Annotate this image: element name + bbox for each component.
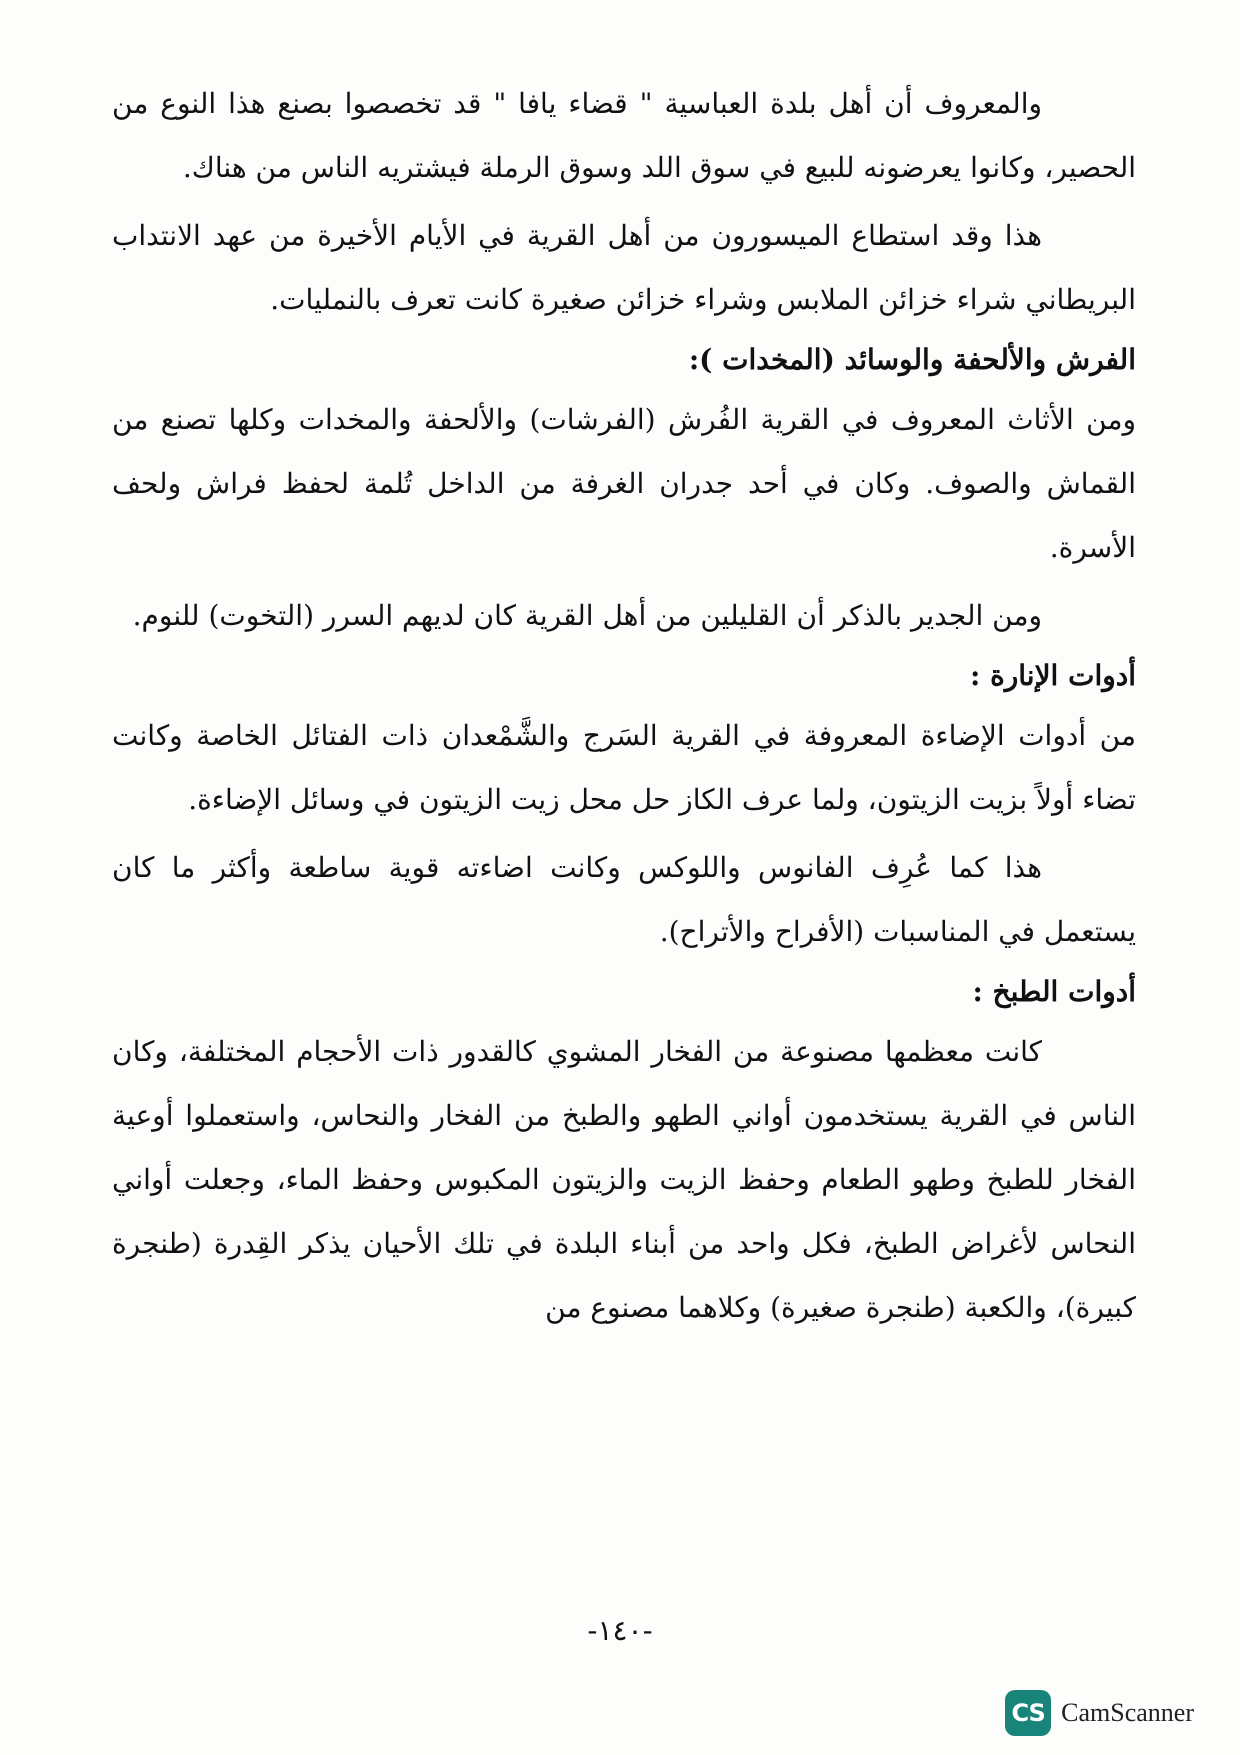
paragraph-7: كانت معظمها مصنوعة من الفخار المشوي كالقدور ذات الأحجام المختلفة، وكان الناس في القرية يستخدمون أواني الطهو والطبخ من الفخار والنحاس، واستعملوا أوعية الفخار للطبخ وطهو الطعام وحفظ الزيت والزيتون المكبوس وحفظ الماء، وجعلت أواني النحاس لأغراض الطبخ، فكل واحد من أبناء البلدة في تلك الأحيان يذكر القِدرة (طنجرة كبيرة)، والكعبة (طنجرة صغيرة) وكلاهما مصنوع من	[112, 1035, 1136, 1324]
camscanner-watermark	[1005, 1690, 1194, 1736]
camscanner-logo-icon: CS	[1005, 1690, 1051, 1736]
camscanner-label: CamScanner	[1061, 1698, 1194, 1727]
page-body	[112, 72, 1136, 1340]
section-heading-bedding: الفرش والألحفة والوسائد (المخدات ):	[688, 343, 1136, 376]
section-heading-cooking: أدوات الطبخ :	[972, 975, 1136, 1008]
section-heading-lighting: أدوات الإنارة :	[969, 659, 1136, 692]
paragraph-5: من أدوات الإضاءة المعروفة في القرية السَرج والشَّمْعدان ذات الفتائل الخاصة وكانت تضاء أولاً بزيت الزيتون، ولما عرف الكاز حل محل زيت الزيتون في وسائل الإضاءة.	[112, 719, 1136, 816]
page-number: -١٤٠-	[587, 1614, 653, 1647]
paragraph-1: والمعروف أن أهل بلدة العباسية " قضاء يافا " قد تخصصوا بصنع هذا النوع من الحصير، وكانوا يعرضونه للبيع في سوق اللد وسوق الرملة فيشتريه الناس من هناك.	[112, 87, 1136, 184]
paragraph-2: هذا وقد استطاع الميسورون من أهل القرية في الأيام الأخيرة من عهد الانتداب البريطاني شراء خزائن الملابس وشراء خزائن صغيرة كانت تعرف بالنمليات.	[112, 219, 1136, 316]
paragraph-6: هذا كما عُرِف الفانوس واللوكس وكانت اضاءته قوية ساطعة وأكثر ما كان يستعمل في المناسبات (الأفراح والأتراح).	[112, 851, 1136, 948]
paragraph-4: ومن الجدير بالذكر أن القليلين من أهل القرية كان لديهم السرر (التخوت) للنوم.	[132, 599, 1042, 632]
paragraph-3: ومن الأثاث المعروف في القرية الفُرش (الفرشات) والألحفة والمخدات وكلها تصنع من القماش والصوف. وكان في أحد جدران الغرفة من الداخل تُلمة لحفظ فراش ولحف الأسرة.	[112, 403, 1136, 564]
